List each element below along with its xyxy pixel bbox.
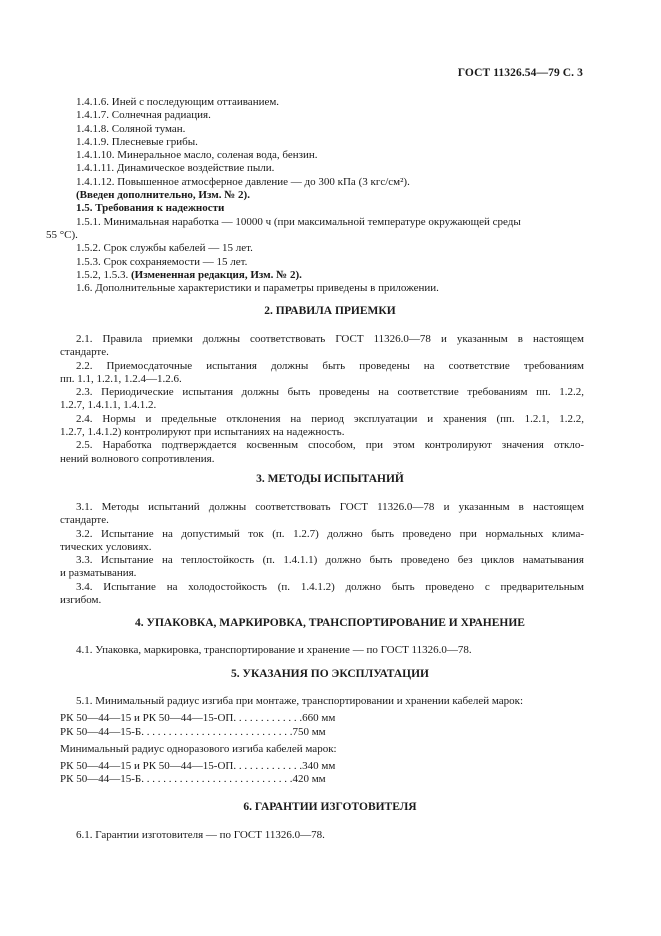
radius-row-value: 750 мм xyxy=(292,725,326,738)
radius-row xyxy=(60,760,584,773)
item-1-6: 1.6. Дополнительные характеристики и параметры приведены в приложении. xyxy=(76,282,439,295)
radius-row-label: РК 50—44—15 и РК 50—44—15-ОП xyxy=(60,712,234,725)
para-2-2-line2: пп. 1.1, 1.2.1, 1.2.4—1.2.6. xyxy=(60,372,182,385)
amendment-note: (Введен дополнительно, Изм. № 2). xyxy=(76,189,250,202)
para-3-2-line1: 3.2. Испытание на допустимый ток (п. 1.2.7) должно быть проведено при нормальных клима- xyxy=(76,527,584,540)
para-5-1: 5.1. Минимальный радиус изгиба при монтаже, транспортировании и хранении кабелей марок: xyxy=(76,695,524,707)
para-3-1-line2: стандарте. xyxy=(60,514,109,527)
list-item: 1.4.1.7. Солнечная радиация. xyxy=(76,109,211,122)
radius-row xyxy=(60,726,584,739)
radius-row-dots: . . . . . . . . . . . . . xyxy=(233,760,303,773)
section-5-title: 5. УКАЗАНИЯ ПО ЭКСПЛУАТАЦИИ xyxy=(231,668,429,680)
list-item: 1.4.1.11. Динамическое воздействие пыли. xyxy=(76,162,275,175)
list-item: 1.4.1.10. Минеральное масло, соленая вода, бензин. xyxy=(76,149,318,162)
para-5-2: Минимальный радиус одноразового изгиба кабелей марок: xyxy=(60,742,337,755)
section-3-title: 3. МЕТОДЫ ИСПЫТАНИЙ xyxy=(256,473,404,485)
para-2-1-line2: стандарте. xyxy=(60,346,109,359)
para-2-3-line2: 1.2.7, 1.4.1.1, 1.4.1.2. xyxy=(60,399,157,412)
para-2-5-line1: 2.5. Наработка подтверждается косвенным способом, при этом контролируют значения откло- xyxy=(76,439,584,452)
reliability-1-5-1 xyxy=(76,216,584,229)
para-2-3-line1: 2.3. Периодические испытания должны быть проведены на соответствие требованиям пп. 1.2.2, xyxy=(76,386,584,399)
para-3-1-line1: 3.1. Методы испытаний должны соответствовать ГОСТ 11326.0—78 и указанным в настоящем xyxy=(76,501,584,513)
para-3-3-line2: и разматывания. xyxy=(60,567,137,580)
section-4-body xyxy=(76,644,584,657)
reliability-1-5-1-line2: 55 °С). xyxy=(46,228,78,241)
para-2-1-line1: 2.1. Правила приемки должны соответствовать ГОСТ 11326.0—78 и указанным в настоящем xyxy=(76,333,584,345)
para-3-3-line1: 3.3. Испытание на теплостойкость (п. 1.4.1.1) должно быть проведено без циклов наматывания xyxy=(76,554,584,567)
reliability-heading: 1.5. Требования к надежности xyxy=(76,202,225,215)
section-4-title: 4. УПАКОВКА, МАРКИРОВКА, ТРАНСПОРТИРОВАНИЕ И ХРАНЕНИЕ xyxy=(135,617,525,629)
amendment-note-2-prefix: 1.5.2, 1.5.3. xyxy=(76,268,131,281)
radius-row xyxy=(60,712,584,725)
page-header: ГОСТ 11326.54—79 С. 3 xyxy=(457,67,583,79)
amendment-note-2-text: (Измененная редакция, Изм. № 2). xyxy=(131,268,302,281)
section-5-body xyxy=(60,695,584,787)
para-2-4-line2: 1.2.7, 1.4.1.2) контролируют при испытаниях на надежность. xyxy=(60,426,345,439)
reliability-1-5-3: 1.5.3. Срок сохраняемости — 15 лет. xyxy=(76,255,248,268)
radius-row-value: 420 мм xyxy=(292,773,326,786)
section-3-body xyxy=(60,501,584,607)
radius-row xyxy=(60,773,584,786)
radius-row-label: РК 50—44—15-Б xyxy=(60,725,142,738)
list-item: 1.4.1.6. Иней с последующим оттаиванием. xyxy=(76,96,280,108)
section-2-title: 2. ПРАВИЛА ПРИЕМКИ xyxy=(264,305,396,317)
para-2-5-line2: нений волнового сопротивления. xyxy=(60,452,215,465)
radius-row-label: РК 50—44—15-Б xyxy=(60,773,142,786)
list-item: 1.4.1.12. Повышенное атмосферное давление — до 300 кПа (3 кгс/см²). xyxy=(76,175,410,188)
reliability-1-5-1-line1: 1.5.1. Минимальная наработка — 10000 ч (при максимальной температуре окружающей среды xyxy=(76,215,521,228)
amendment-note-2 xyxy=(76,269,584,282)
radius-row-dots: . . . . . . . . . . . . . . . . . . . . . . . . . . . . xyxy=(141,773,293,786)
radius-row-label: РК 50—44—15 и РК 50—44—15-ОП xyxy=(60,760,234,773)
radius-row-dots: . . . . . . . . . . . . . xyxy=(233,712,303,725)
list-item: 1.4.1.9. Плесневые грибы. xyxy=(76,135,198,148)
section-2-body xyxy=(60,333,584,466)
para-6-1: 6.1. Гарантии изготовителя — по ГОСТ 11326.0—78. xyxy=(76,829,325,841)
para-4-1: 4.1. Упаковка, маркировка, транспортирование и хранение — по ГОСТ 11326.0—78. xyxy=(76,644,472,656)
para-3-4-line2: изгибом. xyxy=(60,594,102,607)
radius-row-value: 660 мм xyxy=(302,712,336,725)
section-6-body xyxy=(76,829,584,842)
list-1-4-1 xyxy=(46,96,584,295)
para-3-2-line2: тических условиях. xyxy=(60,540,152,553)
radius-row-dots: . . . . . . . . . . . . . . . . . . . . . . . . . . . . xyxy=(141,725,293,738)
radius-row-value: 340 мм xyxy=(302,760,336,773)
para-3-4-line1: 3.4. Испытание на холодостойкость (п. 1.4.1.2) должно быть проведено с предварительным xyxy=(76,580,584,593)
para-2-4-line1: 2.4. Нормы и предельные отклонения на период эксплуатации и хранения (пп. 1.2.1, 1.2.2, xyxy=(76,412,584,425)
para-2-2-line1: 2.2. Приемосдаточные испытания должны быть проведены на соответствие требованиям xyxy=(76,359,584,372)
list-item: 1.4.1.8. Соляной туман. xyxy=(76,122,186,135)
section-6-title: 6. ГАРАНТИИ ИЗГОТОВИТЕЛЯ xyxy=(243,801,417,813)
reliability-1-5-2: 1.5.2. Срок службы кабелей — 15 лет. xyxy=(76,242,253,255)
